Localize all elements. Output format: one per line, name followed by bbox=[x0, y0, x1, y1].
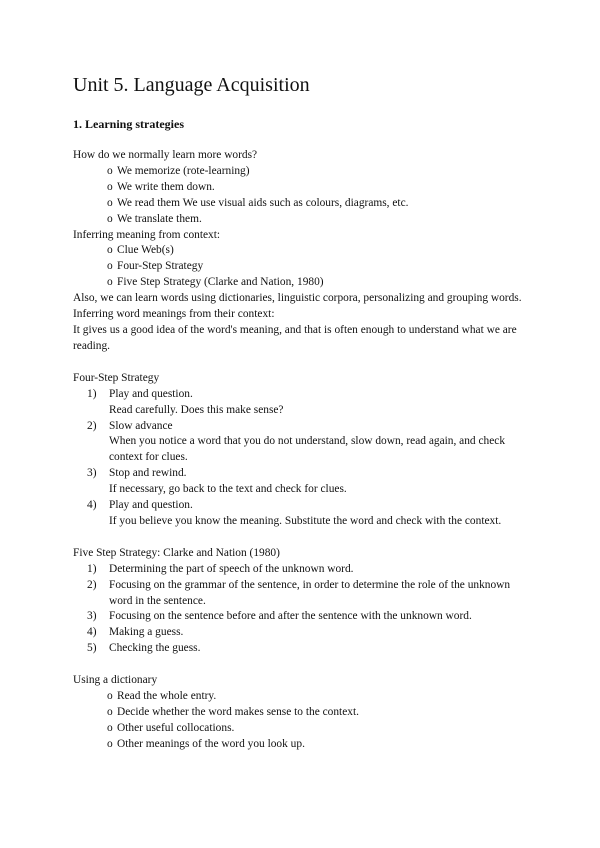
step-number: 2) bbox=[87, 419, 97, 432]
learn-more-intro: How do we normally learn more words? bbox=[73, 149, 258, 161]
spacer bbox=[73, 355, 533, 371]
step-text: Checking the guess. bbox=[109, 642, 201, 655]
step-title: Play and question. bbox=[109, 387, 193, 400]
list-item bbox=[73, 466, 533, 498]
step-detail: Read carefully. Does this make sense? bbox=[109, 403, 284, 416]
step-number: 3) bbox=[87, 467, 97, 480]
list-item bbox=[73, 609, 533, 625]
document-content bbox=[73, 72, 533, 753]
bullet-mark: o bbox=[107, 244, 113, 257]
list-item bbox=[73, 419, 533, 467]
step-text: Focusing on the sentence before and after the sentence with the unknown word. bbox=[109, 610, 472, 623]
bullet-mark: o bbox=[107, 260, 113, 273]
list-item: o Five Step Strategy (Clarke and Nation, 1980) bbox=[107, 275, 533, 291]
dictionary-heading: Using a dictionary bbox=[73, 674, 158, 687]
step-number: 3) bbox=[87, 610, 97, 623]
step-title: Play and question. bbox=[109, 499, 193, 512]
step-number: 2) bbox=[87, 578, 97, 591]
bullet-mark: o bbox=[107, 212, 113, 225]
step-text: Determining the part of speech of the unknown word. bbox=[109, 562, 354, 575]
inferring-words-heading: Inferring word meanings from their context: bbox=[73, 308, 275, 321]
bullet-mark: o bbox=[107, 196, 113, 209]
step-text: Focusing on the grammar of the sentence, in order to determine the role of the unknown word in the sentence. bbox=[109, 578, 511, 607]
step-detail: If necessary, go back to the text and check for clues. bbox=[109, 483, 347, 496]
list-item bbox=[73, 387, 533, 419]
spacer bbox=[73, 657, 533, 673]
section-heading-learning-strategies: 1. Learning strategies bbox=[73, 117, 184, 131]
list-item: o We memorize (rote-learning) bbox=[107, 164, 533, 180]
bullet-mark: o bbox=[107, 721, 113, 734]
list-item: o We translate them. bbox=[107, 212, 533, 228]
bullet-mark: o bbox=[107, 690, 113, 703]
list-item: o We read them We use visual aids such as colours, diagrams, etc. bbox=[107, 196, 533, 212]
also-paragraph: Also, we can learn words using dictionaries, linguistic corpora, personalizing and grouping words. bbox=[73, 292, 522, 305]
list-item: o We write them down. bbox=[107, 180, 533, 196]
list-item: o Decide whether the word makes sense to the context. bbox=[107, 705, 533, 721]
step-number: 1) bbox=[87, 562, 97, 575]
five-step-list bbox=[73, 562, 533, 657]
list-item bbox=[73, 625, 533, 641]
bullet-mark: o bbox=[107, 706, 113, 718]
step-detail: When you notice a word that you do not understand, slow down, read again, and check context for clues. bbox=[109, 435, 506, 464]
bullet-mark: o bbox=[107, 164, 113, 177]
four-step-list bbox=[73, 387, 533, 530]
five-step-heading: Five Step Strategy: Clarke and Nation (1980) bbox=[73, 546, 280, 559]
step-number: 4) bbox=[87, 626, 97, 639]
step-number: 4) bbox=[87, 499, 97, 512]
bullet-mark: o bbox=[107, 737, 113, 750]
bullet-mark: o bbox=[107, 276, 113, 289]
list-item bbox=[73, 498, 533, 530]
step-title: Slow advance bbox=[109, 419, 173, 432]
step-detail: If you believe you know the meaning. Substitute the word and check with the context. bbox=[109, 514, 502, 527]
list-item: o Other useful collocations. bbox=[107, 721, 533, 737]
four-step-heading: Four-Step Strategy bbox=[73, 371, 160, 384]
list-item bbox=[73, 562, 533, 578]
list-item bbox=[73, 641, 533, 657]
step-title: Stop and rewind. bbox=[109, 467, 187, 480]
learn-more-list bbox=[73, 164, 533, 228]
step-text: Making a guess. bbox=[109, 626, 184, 639]
step-number: 1) bbox=[87, 387, 97, 400]
inferring-list bbox=[73, 243, 533, 291]
list-item: o Four-Step Strategy bbox=[107, 259, 533, 275]
list-item bbox=[73, 578, 533, 610]
inferring-words-text: It gives us a good idea of the word's meaning, and that is often enough to understand what we are reading. bbox=[73, 323, 517, 352]
bullet-mark: o bbox=[107, 180, 113, 193]
page-title: Unit 5. Language Acquisition bbox=[73, 74, 310, 96]
spacer bbox=[73, 530, 533, 546]
list-item: o Clue Web(s) bbox=[107, 243, 533, 259]
list-item: o Read the whole entry. bbox=[107, 689, 533, 705]
step-number: 5) bbox=[87, 642, 97, 655]
list-item: o Other meanings of the word you look up. bbox=[107, 737, 533, 753]
inferring-intro: Inferring meaning from context: bbox=[73, 228, 221, 241]
dictionary-list bbox=[73, 689, 533, 753]
